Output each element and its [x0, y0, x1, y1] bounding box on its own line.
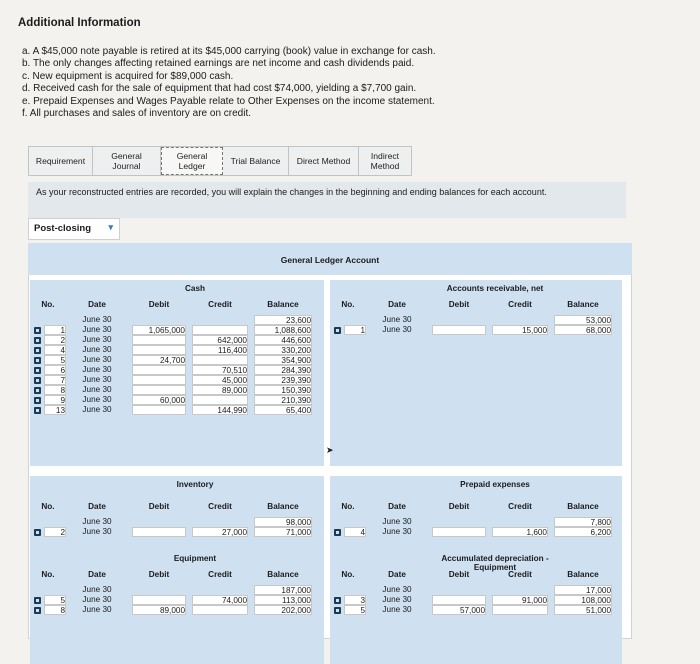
debit-cell[interactable] — [132, 385, 186, 395]
accdep-account-title: Accumulated depreciation - Equipment — [441, 554, 549, 572]
col-header-credit: Credit — [208, 502, 232, 511]
col-header-no: No. — [41, 300, 55, 309]
ledger-date: June 30 — [82, 585, 112, 594]
page-title: Additional Information — [18, 17, 141, 29]
balance-cell[interactable]: 284,390 — [254, 365, 312, 375]
entry-no-cell[interactable]: 8 — [44, 605, 66, 615]
credit-cell[interactable]: 27,000 — [192, 527, 248, 537]
balance-cell[interactable]: 239,390 — [254, 375, 312, 385]
debit-cell[interactable] — [432, 325, 486, 335]
debit-cell[interactable]: 60,000 — [132, 395, 186, 405]
col-header-debit: Debit — [148, 502, 170, 511]
col-header-date: Date — [88, 570, 106, 579]
opening-balance-cell[interactable]: 23,600 — [254, 315, 312, 325]
debit-cell[interactable]: 24,700 — [132, 355, 186, 365]
row-menu-icon[interactable] — [34, 407, 41, 414]
balance-cell[interactable]: 1,088,600 — [254, 325, 312, 335]
entry-no-cell[interactable]: 8 — [44, 385, 66, 395]
ledger-date: June 30 — [82, 395, 112, 404]
entry-no-cell[interactable]: 6 — [44, 365, 66, 375]
entry-no-cell[interactable]: 5 — [44, 355, 66, 365]
ledger-date: June 30 — [82, 517, 112, 526]
col-header-debit: Debit — [448, 570, 470, 579]
credit-cell[interactable]: 15,000 — [492, 325, 548, 335]
post-closing-dropdown[interactable] — [28, 218, 120, 240]
col-header-date: Date — [388, 502, 406, 511]
col-header-debit: Debit — [148, 570, 170, 579]
debit-cell[interactable] — [432, 595, 486, 605]
debit-cell[interactable] — [132, 345, 186, 355]
prepaid-account-title: Prepaid expenses — [460, 480, 530, 489]
row-menu-icon[interactable] — [34, 357, 41, 364]
balance-cell[interactable]: 65,400 — [254, 405, 312, 415]
credit-cell[interactable]: 74,000 — [192, 595, 248, 605]
debit-cell[interactable] — [132, 375, 186, 385]
entry-no-cell[interactable]: 2 — [44, 527, 66, 537]
ledger-date: June 30 — [382, 585, 412, 594]
col-header-balance: Balance — [267, 502, 299, 511]
balance-cell[interactable]: 71,000 — [254, 527, 312, 537]
col-header-credit: Credit — [208, 570, 232, 579]
entry-no-cell[interactable]: 5 — [44, 595, 66, 605]
opening-balance-cell[interactable]: 7,800 — [554, 517, 612, 527]
col-header-date: Date — [88, 300, 106, 309]
row-menu-icon[interactable] — [34, 347, 41, 354]
debit-cell[interactable] — [132, 365, 186, 375]
opening-balance-cell[interactable]: 187,000 — [254, 585, 312, 595]
ledger-date: June 30 — [82, 595, 112, 604]
col-header-no: No. — [341, 300, 355, 309]
debit-cell[interactable] — [132, 405, 186, 415]
tab-requirement[interactable]: Requirement — [29, 147, 93, 175]
balance-cell[interactable]: 202,000 — [254, 605, 312, 615]
col-header-credit: Credit — [508, 502, 532, 511]
col-header-credit: Credit — [208, 300, 232, 309]
row-menu-icon[interactable] — [34, 377, 41, 384]
tab-trial-balance[interactable]: Trial Balance — [223, 147, 289, 175]
ledger-date: June 30 — [82, 385, 112, 394]
credit-cell[interactable] — [192, 395, 248, 405]
col-header-no: No. — [41, 502, 55, 511]
entry-no-cell[interactable]: 2 — [44, 335, 66, 345]
debit-cell[interactable]: 1,065,000 — [132, 325, 186, 335]
credit-cell[interactable]: 144,990 — [192, 405, 248, 415]
opening-balance-cell[interactable]: 98,000 — [254, 517, 312, 527]
col-header-debit: Debit — [148, 300, 170, 309]
balance-cell[interactable]: 150,390 — [254, 385, 312, 395]
row-menu-icon[interactable] — [34, 397, 41, 404]
ledger-date: June 30 — [82, 345, 112, 354]
credit-cell[interactable] — [192, 605, 248, 615]
row-menu-icon[interactable] — [34, 529, 41, 536]
ledger-date: June 30 — [382, 315, 412, 324]
row-menu-icon[interactable] — [34, 607, 41, 614]
ledger-date: June 30 — [382, 605, 412, 614]
balance-cell[interactable]: 446,600 — [254, 335, 312, 345]
ledger-date: June 30 — [82, 355, 112, 364]
col-header-date: Date — [388, 300, 406, 309]
credit-cell[interactable] — [192, 325, 248, 335]
ledger-date: June 30 — [382, 325, 412, 334]
debit-cell[interactable] — [132, 527, 186, 537]
entry-no-cell[interactable]: 3 — [344, 595, 366, 605]
balance-cell[interactable]: 210,390 — [254, 395, 312, 405]
row-menu-icon[interactable] — [334, 529, 341, 536]
row-menu-icon[interactable] — [34, 367, 41, 374]
col-header-date: Date — [388, 570, 406, 579]
credit-cell[interactable]: 70,510 — [192, 365, 248, 375]
ledger-title: General Ledger Account — [280, 255, 380, 265]
credit-cell[interactable]: 91,000 — [492, 595, 548, 605]
instruction-note: As your reconstructed entries are recorded, you will explain the changes in the beginning and ending balances for each account. — [28, 182, 626, 218]
col-header-debit: Debit — [448, 502, 470, 511]
balance-cell[interactable]: 51,000 — [554, 605, 612, 615]
debit-cell[interactable] — [132, 595, 186, 605]
col-header-balance: Balance — [267, 570, 299, 579]
col-header-balance: Balance — [267, 300, 299, 309]
ledger-date: June 30 — [82, 365, 112, 374]
entry-no-cell[interactable]: 5 — [344, 605, 366, 615]
tab-general-journal[interactable]: General Journal — [93, 147, 161, 175]
ar-account-title: Accounts receivable, net — [446, 284, 544, 293]
col-header-balance: Balance — [567, 570, 599, 579]
ledger-date: June 30 — [82, 605, 112, 614]
entry-no-cell[interactable]: 4 — [344, 527, 366, 537]
tab-bar — [28, 146, 412, 176]
info-list — [22, 46, 436, 120]
entry-no-cell[interactable]: 1 — [344, 325, 366, 335]
info-item: d. Received cash for the sale of equipment that had cost $74,000, yielding a $7,700 gain. — [22, 83, 417, 95]
mouse-cursor-icon: ➤ — [326, 445, 334, 455]
row-menu-icon[interactable] — [34, 337, 41, 344]
row-menu-icon[interactable] — [34, 597, 41, 604]
credit-cell[interactable]: 1,600 — [492, 527, 548, 537]
entry-no-cell[interactable]: 9 — [44, 395, 66, 405]
ledger-date: June 30 — [382, 595, 412, 604]
tab-direct-method[interactable]: Direct Method — [289, 147, 359, 175]
balance-cell[interactable]: 6,200 — [554, 527, 612, 537]
credit-cell[interactable]: 116,400 — [192, 345, 248, 355]
entry-no-cell[interactable]: 1 — [44, 325, 66, 335]
col-header-no: No. — [341, 502, 355, 511]
ledger-date: June 30 — [82, 375, 112, 384]
info-item: f. All purchases and sales of inventory are on credit. — [22, 108, 252, 120]
debit-cell[interactable] — [432, 527, 486, 537]
debit-cell[interactable]: 57,000 — [432, 605, 486, 615]
credit-cell[interactable] — [492, 605, 548, 615]
entry-no-cell[interactable]: 7 — [44, 375, 66, 385]
row-menu-icon[interactable] — [34, 387, 41, 394]
opening-balance-cell[interactable]: 53,000 — [554, 315, 612, 325]
opening-balance-cell[interactable]: 17,000 — [554, 585, 612, 595]
balance-cell[interactable]: 68,000 — [554, 325, 612, 335]
info-item: c. New equipment is acquired for $89,000 cash. — [22, 70, 234, 82]
balance-cell[interactable]: 108,000 — [554, 595, 612, 605]
inventory-account-title: Inventory — [176, 480, 214, 489]
col-header-credit: Credit — [508, 570, 532, 579]
credit-cell[interactable]: 642,000 — [192, 335, 248, 345]
row-menu-icon[interactable] — [334, 607, 341, 614]
ledger-date: June 30 — [382, 517, 412, 526]
chevron-down-icon: ▾ — [108, 222, 113, 232]
ar-rows-band — [330, 314, 622, 466]
col-header-balance: Balance — [567, 502, 599, 511]
col-header-balance: Balance — [567, 300, 599, 309]
equipment-account-title: Equipment — [173, 554, 217, 563]
row-menu-icon[interactable] — [334, 327, 341, 334]
cash-account-title: Cash — [184, 284, 206, 293]
balance-cell[interactable]: 113,000 — [254, 595, 312, 605]
ledger-date: June 30 — [82, 325, 112, 334]
row-menu-icon[interactable] — [34, 327, 41, 334]
col-header-no: No. — [341, 570, 355, 579]
ledger-date: June 30 — [382, 527, 412, 536]
ledger-date: June 30 — [82, 527, 112, 536]
debit-cell[interactable]: 89,000 — [132, 605, 186, 615]
balance-cell[interactable]: 354,900 — [254, 355, 312, 365]
dropdown-value: Post-closing — [34, 223, 92, 234]
col-header-credit: Credit — [508, 300, 532, 309]
tab-general-ledger[interactable]: General Ledger — [161, 147, 223, 175]
entry-no-cell[interactable]: 13 — [44, 405, 66, 415]
credit-cell[interactable] — [192, 355, 248, 365]
credit-cell[interactable]: 45,000 — [192, 375, 248, 385]
info-item: e. Prepaid Expenses and Wages Payable relate to Other Expenses on the income statement. — [22, 95, 435, 107]
info-item: b. The only changes affecting retained earnings are net income and cash dividends paid. — [22, 58, 415, 70]
info-item: a. A $45,000 note payable is retired at its $45,000 carrying (book) value in exchange for cash. — [22, 46, 436, 57]
ledger-date: June 30 — [82, 335, 112, 344]
row-menu-icon[interactable] — [334, 597, 341, 604]
ledger-date: June 30 — [82, 315, 112, 324]
col-header-date: Date — [88, 502, 106, 511]
col-header-no: No. — [41, 570, 55, 579]
credit-cell[interactable]: 89,000 — [192, 385, 248, 395]
tab-indirect-method[interactable]: Indirect Method — [370, 151, 400, 171]
ledger-date: June 30 — [82, 405, 112, 414]
col-header-debit: Debit — [448, 300, 470, 309]
debit-cell[interactable] — [132, 335, 186, 345]
balance-cell[interactable]: 330,200 — [254, 345, 312, 355]
entry-no-cell[interactable]: 4 — [44, 345, 66, 355]
